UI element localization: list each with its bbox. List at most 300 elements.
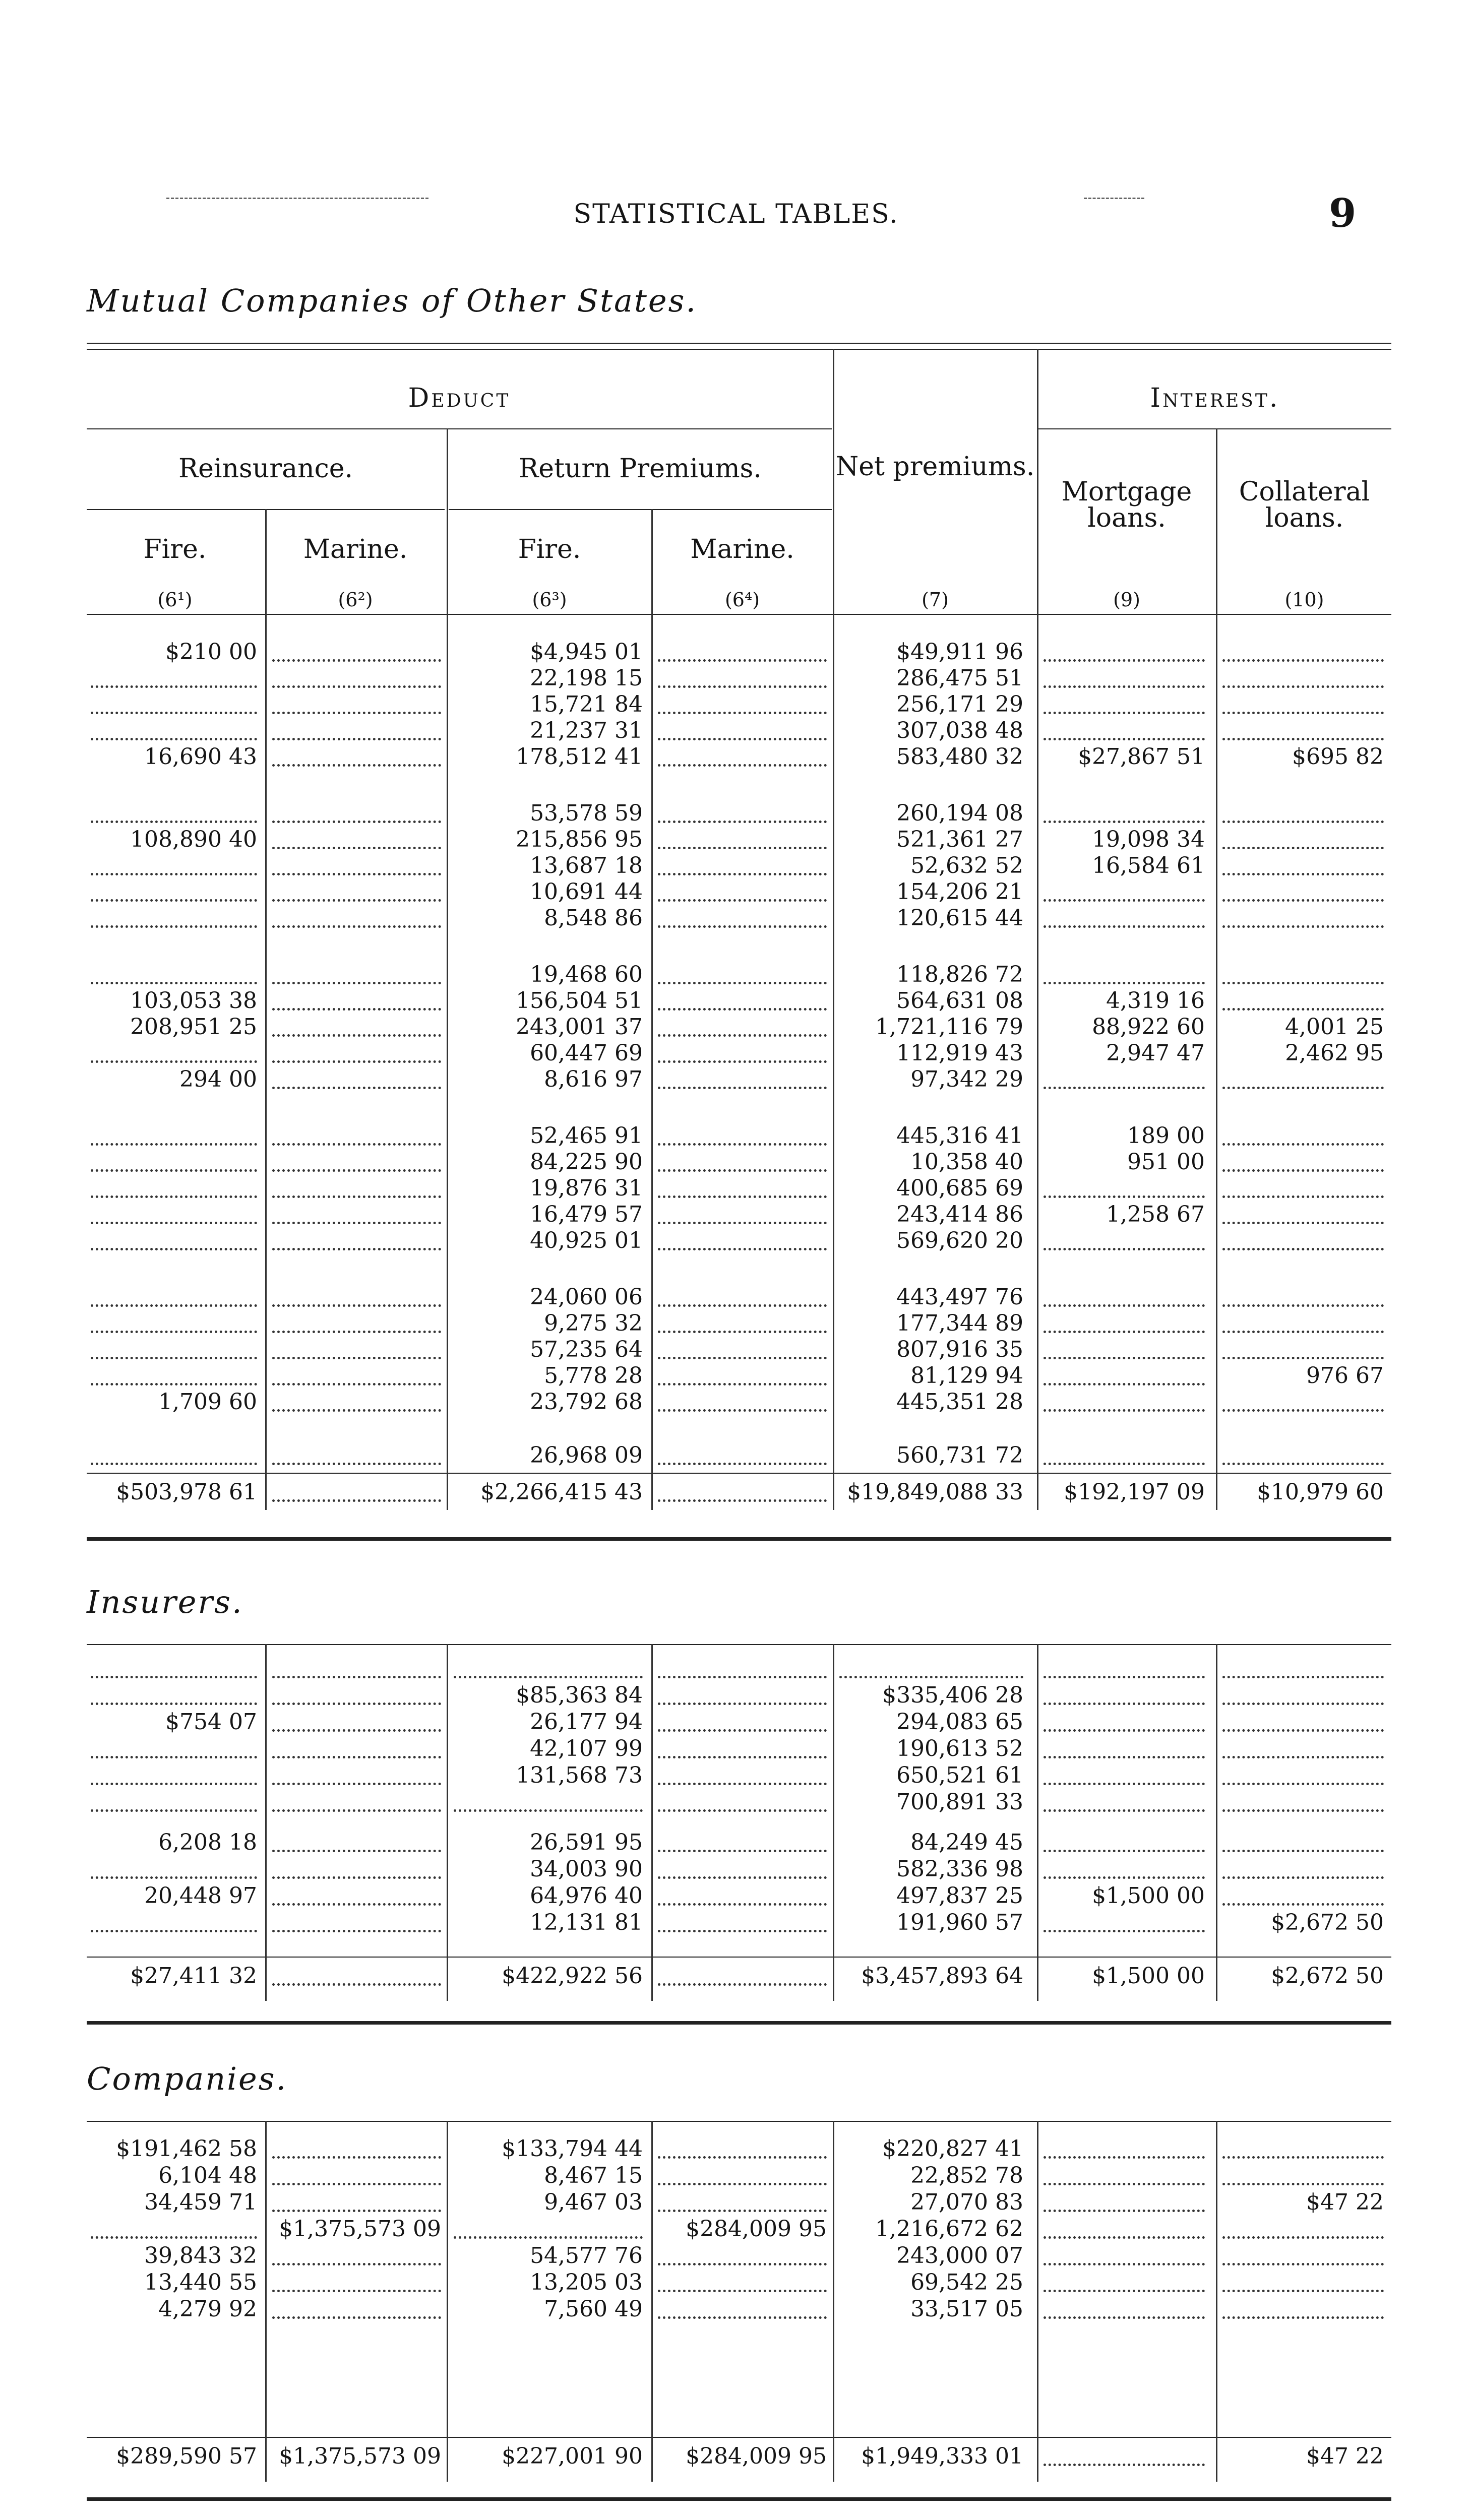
total-cell: $19,849,088 33 bbox=[847, 1479, 1023, 1505]
leader-dots bbox=[1044, 1783, 1205, 1785]
leader-dots bbox=[1044, 925, 1205, 928]
table-cell: 24,060 06 bbox=[530, 1284, 643, 1310]
leader-dots bbox=[658, 1729, 827, 1732]
leader-dots bbox=[658, 1703, 827, 1705]
table-cell: 16,584 61 bbox=[1092, 853, 1205, 878]
section-title-insurers: Insurers. bbox=[87, 1584, 243, 1620]
table-cell: 64,976 40 bbox=[530, 1883, 643, 1909]
table-cell: 156,504 51 bbox=[516, 988, 643, 1014]
table-cell: 5,778 28 bbox=[544, 1363, 643, 1389]
leader-dots bbox=[272, 1248, 441, 1250]
leader-dots bbox=[658, 1195, 827, 1198]
table-cell: 19,876 31 bbox=[530, 1175, 643, 1201]
leader-dots bbox=[658, 1222, 827, 1224]
leader-dots bbox=[91, 925, 257, 928]
leader-dots bbox=[272, 982, 441, 984]
table-cell: 1,721,116 79 bbox=[875, 1014, 1023, 1040]
leader-dots bbox=[1044, 1409, 1205, 1412]
leader-dots bbox=[272, 1783, 441, 1785]
table-cell: 81,129 94 bbox=[910, 1363, 1023, 1389]
rule-top-double bbox=[87, 349, 1391, 350]
table-cell: 112,919 43 bbox=[896, 1040, 1023, 1066]
table-cell: 84,249 45 bbox=[910, 1830, 1023, 1855]
leader-dots bbox=[1222, 2290, 1384, 2292]
leader-dots bbox=[1044, 1087, 1205, 1089]
table-cell: $4,945 01 bbox=[530, 639, 643, 665]
rule-table2-end bbox=[87, 2021, 1391, 2025]
leader-dots bbox=[1222, 1357, 1384, 1359]
table-cell: 294 00 bbox=[179, 1066, 257, 1092]
vrule bbox=[1037, 2121, 1038, 2482]
leader-dots bbox=[272, 2316, 441, 2319]
table-cell: 2,947 47 bbox=[1106, 1040, 1205, 1066]
colnum-10: (10) bbox=[1284, 589, 1324, 611]
colnum-62: (6²) bbox=[338, 589, 373, 611]
vrule bbox=[1037, 1644, 1038, 2001]
table-cell: 16,690 43 bbox=[144, 744, 257, 770]
leader-dots bbox=[1222, 738, 1384, 740]
leader-dots bbox=[272, 1383, 441, 1385]
leader-dots bbox=[91, 1357, 257, 1359]
leader-dots bbox=[1044, 1383, 1205, 1385]
table-cell: 13,205 03 bbox=[530, 2270, 643, 2295]
table-cell: 19,098 34 bbox=[1092, 827, 1205, 852]
table-cell: 13,687 18 bbox=[530, 853, 643, 878]
table-cell: $1,375,573 09 bbox=[279, 2216, 441, 2242]
table-cell: 27,070 83 bbox=[910, 2189, 1023, 2215]
leader-dots bbox=[91, 1783, 257, 1785]
rule-interest bbox=[1038, 428, 1391, 429]
leader-dots bbox=[1222, 1409, 1384, 1412]
leader-dots bbox=[658, 685, 827, 688]
leader-dots bbox=[658, 1983, 827, 1986]
leader-dots bbox=[1222, 685, 1384, 688]
table-cell: 21,237 31 bbox=[530, 718, 643, 743]
total-cell: $289,590 57 bbox=[116, 2443, 257, 2469]
table-cell: 582,336 98 bbox=[896, 1856, 1023, 1882]
leader-dots bbox=[272, 2290, 441, 2292]
table-cell: 108,890 40 bbox=[130, 827, 257, 852]
leader-dots bbox=[1044, 738, 1205, 740]
page-number: 9 bbox=[1329, 191, 1357, 236]
leader-dots bbox=[658, 925, 827, 928]
leader-dots bbox=[272, 712, 441, 714]
leader-dots bbox=[91, 1676, 257, 1678]
vrule bbox=[651, 509, 653, 1510]
leader-dots bbox=[1044, 1304, 1205, 1307]
leader-dots bbox=[1044, 1809, 1205, 1812]
table-cell: 54,577 76 bbox=[530, 2243, 643, 2269]
total-cell: $2,266,415 43 bbox=[480, 1479, 643, 1505]
table-cell: 190,613 52 bbox=[896, 1736, 1023, 1761]
leader-dots bbox=[658, 2263, 827, 2265]
leader-dots bbox=[658, 764, 827, 767]
table-cell: 26,177 94 bbox=[530, 1709, 643, 1735]
table-cell: 700,891 33 bbox=[896, 1789, 1023, 1815]
table-cell: 120,615 44 bbox=[896, 905, 1023, 931]
header-interest: Interest. bbox=[1150, 383, 1280, 413]
table-cell: 294,083 65 bbox=[896, 1709, 1023, 1735]
rule-table3-top bbox=[87, 2121, 1391, 2122]
table-cell: 42,107 99 bbox=[530, 1736, 643, 1761]
table-cell: 10,691 44 bbox=[530, 879, 643, 905]
table-cell: 191,960 57 bbox=[896, 1910, 1023, 1935]
table-cell: 23,792 68 bbox=[530, 1389, 643, 1415]
leader-dots bbox=[272, 1703, 441, 1705]
leader-dots bbox=[272, 1463, 441, 1465]
table-cell: 60,447 69 bbox=[530, 1040, 643, 1066]
leader-dots bbox=[658, 659, 827, 662]
leader-dots bbox=[91, 1222, 257, 1224]
leader-dots bbox=[1222, 821, 1384, 823]
leader-dots bbox=[1222, 847, 1384, 849]
table-cell: 8,548 86 bbox=[544, 905, 643, 931]
leader-dots bbox=[658, 1331, 827, 1333]
total-cell: $27,411 32 bbox=[130, 1963, 257, 1989]
leader-dots bbox=[272, 659, 441, 662]
leader-dots bbox=[91, 1703, 257, 1705]
leader-dots bbox=[272, 899, 441, 902]
leader-dots bbox=[91, 982, 257, 984]
table-cell: 307,038 48 bbox=[896, 718, 1023, 743]
leader-dots bbox=[272, 1143, 441, 1146]
table-cell: $49,911 96 bbox=[896, 639, 1023, 665]
leader-dots bbox=[454, 1809, 643, 1812]
header-reinsurance: Reinsurance. bbox=[178, 454, 353, 484]
leader-dots bbox=[658, 1903, 827, 1906]
leader-dots bbox=[272, 1809, 441, 1812]
table-cell: 1,709 60 bbox=[158, 1389, 257, 1415]
table-cell: 26,591 95 bbox=[530, 1830, 643, 1855]
table-cell: 57,235 64 bbox=[530, 1337, 643, 1362]
vrule bbox=[447, 1644, 448, 2001]
vrule bbox=[1216, 1644, 1217, 2001]
leader-dots bbox=[658, 1304, 827, 1307]
leader-dots bbox=[658, 2210, 827, 2212]
table-cell: 8,467 15 bbox=[544, 2163, 643, 2188]
leader-dots bbox=[658, 738, 827, 740]
colnum-63: (6³) bbox=[532, 589, 567, 611]
leader-dots bbox=[91, 1930, 257, 1932]
leader-dots bbox=[658, 2183, 827, 2185]
table-cell: $284,009 95 bbox=[686, 2216, 827, 2242]
table-cell: 7,560 49 bbox=[544, 2296, 643, 2322]
section-title-mutual: Mutual Companies of Other States. bbox=[87, 282, 698, 319]
leader-dots bbox=[91, 738, 257, 740]
table-cell: 260,194 08 bbox=[896, 800, 1023, 826]
leader-dots bbox=[658, 1143, 827, 1146]
table-cell: 20,448 97 bbox=[144, 1883, 257, 1909]
leader-dots bbox=[1044, 982, 1205, 984]
leader-dots bbox=[658, 847, 827, 849]
leader-dots bbox=[1222, 2183, 1384, 2185]
leader-dots bbox=[272, 685, 441, 688]
colnum-64: (6⁴) bbox=[724, 589, 760, 611]
leader-dots bbox=[272, 738, 441, 740]
leader-dots bbox=[1222, 2156, 1384, 2159]
leader-dots bbox=[272, 1903, 441, 1906]
leader-dots bbox=[658, 1169, 827, 1172]
leader-dots bbox=[1222, 1729, 1384, 1732]
leader-dots bbox=[272, 1008, 441, 1011]
leader-dots bbox=[272, 1034, 441, 1037]
table-cell: 178,512 41 bbox=[516, 744, 643, 770]
table-cell: 26,968 09 bbox=[530, 1442, 643, 1468]
leader-dots bbox=[658, 1930, 827, 1932]
leader-dots bbox=[272, 1357, 441, 1359]
leader-dots bbox=[658, 1034, 827, 1037]
vrule bbox=[833, 349, 834, 1510]
vrule bbox=[447, 2121, 448, 2482]
table-cell: $220,827 41 bbox=[882, 2136, 1023, 2162]
table-cell: 569,620 20 bbox=[896, 1228, 1023, 1253]
rule-total bbox=[87, 2437, 1391, 2438]
leader-dots bbox=[91, 1143, 257, 1146]
table-cell: 118,826 72 bbox=[896, 962, 1023, 987]
leader-dots bbox=[1044, 2316, 1205, 2319]
table-cell: $191,462 58 bbox=[116, 2136, 257, 2162]
leader-dots bbox=[1044, 2210, 1205, 2212]
total-cell: $1,375,573 09 bbox=[279, 2443, 441, 2469]
table-cell: 13,440 55 bbox=[144, 2270, 257, 2295]
leader-dots bbox=[1044, 1248, 1205, 1250]
leader-dots bbox=[1222, 1676, 1384, 1678]
leader-dots bbox=[91, 1809, 257, 1812]
table-cell: 69,542 25 bbox=[910, 2270, 1023, 2295]
table-cell: 16,479 57 bbox=[530, 1202, 643, 1227]
table-cell: 22,852 78 bbox=[910, 2163, 1023, 2188]
header-fire-return: Fire. bbox=[518, 534, 581, 564]
table-cell: 84,225 90 bbox=[530, 1149, 643, 1175]
leader-dots bbox=[272, 2183, 441, 2185]
leader-dots bbox=[1044, 2263, 1205, 2265]
leader-dots bbox=[91, 1169, 257, 1172]
leader-dots bbox=[272, 1304, 441, 1307]
leader-dots bbox=[1044, 2236, 1205, 2239]
leader-dots bbox=[658, 1409, 827, 1412]
leader-dots bbox=[1044, 659, 1205, 662]
leader-dots bbox=[272, 847, 441, 849]
leader-dots bbox=[272, 1222, 441, 1224]
leader-dots bbox=[1044, 685, 1205, 688]
leader-dots bbox=[272, 873, 441, 875]
leader-dots bbox=[1222, 925, 1384, 928]
leader-dots bbox=[1222, 1463, 1384, 1465]
leader-dots bbox=[1222, 1850, 1384, 1852]
leader-dots bbox=[272, 821, 441, 823]
table-cell: 177,344 89 bbox=[896, 1310, 1023, 1336]
leader-dots bbox=[839, 1676, 1023, 1678]
leader-dots bbox=[658, 982, 827, 984]
leader-dots bbox=[272, 1676, 441, 1678]
leader-dots bbox=[272, 764, 441, 767]
leader-dots bbox=[91, 1876, 257, 1879]
leader-dots bbox=[91, 899, 257, 902]
rule-header-bottom bbox=[87, 614, 1391, 615]
leader-dots bbox=[658, 1676, 827, 1678]
table-cell: 1,216,672 62 bbox=[875, 2216, 1023, 2242]
leader-dots bbox=[1044, 2290, 1205, 2292]
table-cell: 2,462 95 bbox=[1285, 1040, 1384, 1066]
leader-dots bbox=[1044, 1756, 1205, 1758]
table-cell: $210 00 bbox=[165, 639, 257, 665]
leader-dots bbox=[272, 1983, 441, 1986]
leader-dots bbox=[1222, 1304, 1384, 1307]
table-cell: 39,843 32 bbox=[144, 2243, 257, 2269]
header-deduct: Deduct bbox=[408, 383, 511, 413]
leader-dots bbox=[1222, 1222, 1384, 1224]
leader-dots bbox=[1222, 1756, 1384, 1758]
table-cell: 208,951 25 bbox=[130, 1014, 257, 1040]
vrule bbox=[1216, 428, 1217, 1510]
scan-artifact bbox=[166, 198, 428, 199]
leader-dots bbox=[1044, 821, 1205, 823]
vrule bbox=[265, 1644, 267, 2001]
leader-dots bbox=[1222, 2236, 1384, 2239]
table-cell: 34,003 90 bbox=[530, 1856, 643, 1882]
leader-dots bbox=[272, 2263, 441, 2265]
vrule bbox=[651, 1644, 653, 2001]
table-cell: 400,685 69 bbox=[896, 1175, 1023, 1201]
colnum-7: (7) bbox=[922, 589, 949, 611]
table-cell: 9,467 03 bbox=[544, 2189, 643, 2215]
table-cell: 951 00 bbox=[1127, 1149, 1205, 1175]
header-net-premiums: Net premiums. bbox=[835, 452, 1035, 482]
leader-dots bbox=[91, 712, 257, 714]
leader-dots bbox=[1222, 1008, 1384, 1011]
table-cell: $754 07 bbox=[165, 1709, 257, 1735]
leader-dots bbox=[91, 821, 257, 823]
vrule bbox=[833, 1644, 834, 2001]
leader-dots bbox=[658, 1060, 827, 1063]
leader-dots bbox=[1222, 1169, 1384, 1172]
leader-dots bbox=[1222, 1143, 1384, 1146]
leader-dots bbox=[658, 821, 827, 823]
vrule bbox=[833, 2121, 834, 2482]
table-cell: 4,279 92 bbox=[158, 2296, 257, 2322]
table-cell: 976 67 bbox=[1306, 1363, 1384, 1389]
leader-dots bbox=[658, 712, 827, 714]
vrule bbox=[1216, 2121, 1217, 2482]
table-cell: 4,319 16 bbox=[1106, 988, 1205, 1014]
leader-dots bbox=[658, 1008, 827, 1011]
table-cell: 40,925 01 bbox=[530, 1228, 643, 1253]
leader-dots bbox=[658, 1876, 827, 1879]
table-cell: $85,363 84 bbox=[516, 1682, 643, 1708]
leader-dots bbox=[1044, 1876, 1205, 1879]
leader-dots bbox=[272, 1930, 441, 1932]
table-cell: 243,414 86 bbox=[896, 1202, 1023, 1227]
leader-dots bbox=[658, 1383, 827, 1385]
leader-dots bbox=[272, 1729, 441, 1732]
rule-total bbox=[87, 1473, 1391, 1474]
total-cell: $227,001 90 bbox=[502, 2443, 643, 2469]
leader-dots bbox=[1044, 2464, 1205, 2466]
table-cell: 52,465 91 bbox=[530, 1123, 643, 1149]
leader-dots bbox=[658, 899, 827, 902]
leader-dots bbox=[1222, 712, 1384, 714]
table-cell: 52,632 52 bbox=[910, 853, 1023, 878]
total-cell: $47 22 bbox=[1306, 2443, 1384, 2469]
leader-dots bbox=[1222, 1087, 1384, 1089]
leader-dots bbox=[658, 1357, 827, 1359]
leader-dots bbox=[91, 1195, 257, 1198]
total-cell: $2,672 50 bbox=[1271, 1963, 1384, 1989]
leader-dots bbox=[1222, 1783, 1384, 1785]
leader-dots bbox=[91, 1463, 257, 1465]
total-cell: $3,457,893 64 bbox=[861, 1963, 1023, 1989]
leader-dots bbox=[91, 1060, 257, 1063]
vrule bbox=[265, 2121, 267, 2482]
section-title-companies: Companies. bbox=[87, 2060, 288, 2097]
leader-dots bbox=[1044, 1703, 1205, 1705]
table-cell: 6,104 48 bbox=[158, 2163, 257, 2188]
leader-dots bbox=[658, 1087, 827, 1089]
leader-dots bbox=[1222, 1195, 1384, 1198]
leader-dots bbox=[1222, 659, 1384, 662]
leader-dots bbox=[1044, 1463, 1205, 1465]
table-cell: 8,616 97 bbox=[544, 1066, 643, 1092]
leader-dots bbox=[1044, 712, 1205, 714]
table-cell: $27,867 51 bbox=[1078, 744, 1205, 770]
leader-dots bbox=[91, 1756, 257, 1758]
leader-dots bbox=[454, 1676, 643, 1678]
table-cell: 243,001 37 bbox=[516, 1014, 643, 1040]
vrule bbox=[447, 428, 448, 1510]
table-cell: 521,361 27 bbox=[896, 827, 1023, 852]
leader-dots bbox=[1222, 2316, 1384, 2319]
leader-dots bbox=[272, 1850, 441, 1852]
rule-table1-end bbox=[87, 1537, 1391, 1541]
leader-dots bbox=[1222, 982, 1384, 984]
rule-top bbox=[87, 343, 1391, 344]
rule-deduct bbox=[87, 428, 832, 429]
leader-dots bbox=[91, 1248, 257, 1250]
table-cell: 189 00 bbox=[1127, 1123, 1205, 1149]
leader-dots bbox=[1222, 1876, 1384, 1879]
header-marine-return: Marine. bbox=[690, 534, 794, 564]
table-cell: 497,837 25 bbox=[896, 1883, 1023, 1909]
leader-dots bbox=[272, 1195, 441, 1198]
table-cell: 583,480 32 bbox=[896, 744, 1023, 770]
leader-dots bbox=[272, 1087, 441, 1089]
rule-table2-top bbox=[87, 1644, 1391, 1645]
leader-dots bbox=[1044, 1331, 1205, 1333]
table-cell: 9,275 32 bbox=[544, 1310, 643, 1336]
table-cell: 15,721 84 bbox=[530, 691, 643, 717]
colnum-61: (6¹) bbox=[157, 589, 193, 611]
rule-total bbox=[87, 1957, 1391, 1958]
running-head: STATISTICAL TABLES. bbox=[573, 199, 899, 229]
leader-dots bbox=[1222, 1248, 1384, 1250]
table-cell: 6,208 18 bbox=[158, 1830, 257, 1855]
table-cell: 445,351 28 bbox=[896, 1389, 1023, 1415]
total-cell: $503,978 61 bbox=[116, 1479, 257, 1505]
table-cell: 650,521 61 bbox=[896, 1762, 1023, 1788]
leader-dots bbox=[658, 873, 827, 875]
total-cell: $192,197 09 bbox=[1064, 1479, 1205, 1505]
table-cell: $695 82 bbox=[1292, 744, 1384, 770]
table-cell: 53,578 59 bbox=[530, 800, 643, 826]
table-cell: 445,316 41 bbox=[896, 1123, 1023, 1149]
leader-dots bbox=[272, 1499, 441, 1502]
leader-dots bbox=[658, 2156, 827, 2159]
leader-dots bbox=[272, 2156, 441, 2159]
leader-dots bbox=[272, 1876, 441, 1879]
leader-dots bbox=[1044, 2183, 1205, 2185]
vrule bbox=[265, 509, 267, 1510]
leader-dots bbox=[658, 1248, 827, 1250]
